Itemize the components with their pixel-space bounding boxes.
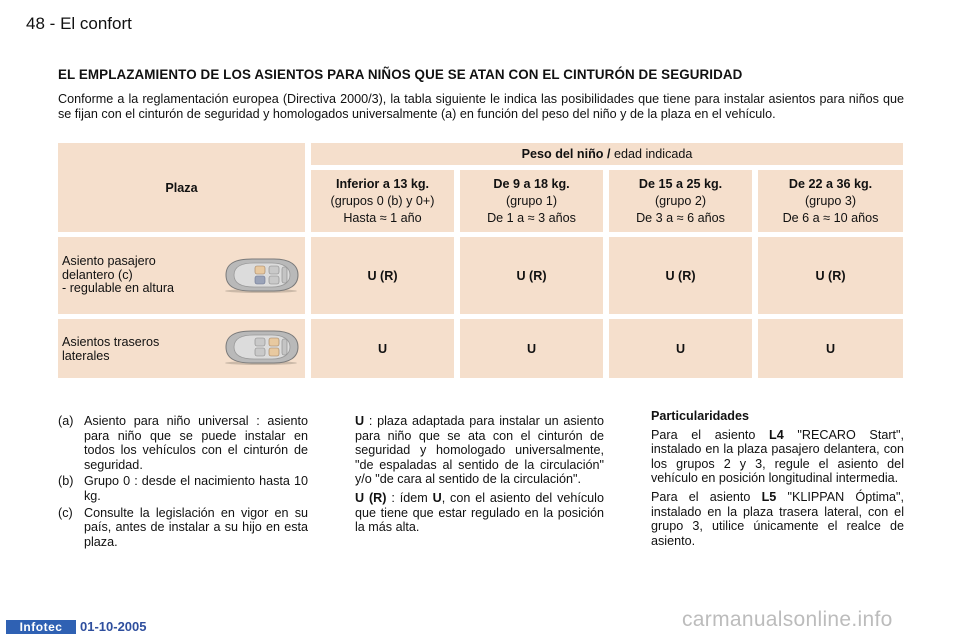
cell-rear-2: U xyxy=(609,319,752,378)
row-label-cell-front xyxy=(58,237,305,314)
footer-date: 01-10-2005 xyxy=(80,619,147,634)
particularidades-p2 xyxy=(651,490,904,548)
column-group: (grupos 0 (b) y 0+) xyxy=(330,193,435,208)
footnote-text: Grupo 0 : desde el nacimiento hasta 10 kg. xyxy=(84,474,308,503)
page-number: 48 xyxy=(26,14,45,33)
column-title: De 22 a 36 kg. xyxy=(788,176,873,191)
column-age: De 6 a ≈ 10 años xyxy=(782,210,879,225)
cell-front-1: U (R) xyxy=(460,237,603,314)
row-label-front xyxy=(62,255,174,296)
footnote-text: Consulte la legislación en vigor en su país, antes de instalar a su hijo en esta plaza. xyxy=(84,505,308,549)
watermark-site: carmanualsonline.info xyxy=(682,608,893,631)
section-title: El confort xyxy=(60,14,132,33)
footnote-key: (c) xyxy=(58,505,73,520)
column-group: (grupo 2) xyxy=(654,193,707,208)
row-label-rear xyxy=(62,336,159,363)
footnote-key: (a) xyxy=(58,414,74,428)
cell-rear-3: U xyxy=(758,319,903,378)
column-age: De 1 a ≈ 3 años xyxy=(487,210,576,225)
legend-key: U xyxy=(355,414,365,428)
column-header-1 xyxy=(460,170,603,232)
cell-front-2: U (R) xyxy=(609,237,752,314)
cell-front-0: U (R) xyxy=(311,237,454,314)
legend-text: , con el asiento del vehículo que tiene que estar regulado en la posición la más alta. xyxy=(355,490,604,535)
weight-header-bold: Peso del niño / xyxy=(521,147,611,161)
legend-u xyxy=(355,414,604,487)
header-separator: - xyxy=(49,14,56,33)
weight-header-normal: edad indicada xyxy=(613,147,693,161)
particularidades xyxy=(651,409,904,548)
p-text: "KLIPPAN Óptima", instalado en la plaza trasera lateral, con el grupo 3, utilice únicamente el realce de asiento. xyxy=(651,489,904,548)
column-age: De 3 a ≈ 6 años xyxy=(636,210,725,225)
legend xyxy=(355,414,604,535)
footnote-a xyxy=(58,414,308,472)
intro-paragraph: Conforme a la reglamentación europea (Directiva 2000/3), la tabla siguiente le indica las posibilidades que tiene para instalar asientos para niños que se fijan con el cinturón de seguridad y homologados universalmente (a) en función del peso del niño y de la plaza en el vehículo. xyxy=(58,92,904,121)
footnote-b xyxy=(58,474,308,503)
footnote-key: (b) xyxy=(58,474,74,489)
legend-text: : plaza adaptada para instalar un asiento para niño que se ata con el cinturón de seguridad y homologado universalmente, "de espaladas al sentido de la circulación" y/o "de cara al sentido de la circulación". xyxy=(355,414,604,487)
column-group: (grupo 3) xyxy=(804,193,857,208)
footnote-text: Asiento para niño universal : asiento para niño que se puede instalar en todos los vehículos con el cinturón de seguridad. xyxy=(84,414,308,472)
legend-key: U xyxy=(432,490,442,505)
row-label-line: delantero (c) xyxy=(62,267,133,282)
footnote-c xyxy=(58,506,308,550)
cell-rear-1: U xyxy=(460,319,603,378)
page-title: EL EMPLAZAMIENTO DE LOS ASIENTOS PARA NIÑOS QUE SE ATAN CON EL CINTURÓN DE SEGURIDAD xyxy=(58,67,743,82)
page-header xyxy=(26,14,132,34)
column-header-3 xyxy=(758,170,903,232)
column-title: De 15 a 25 kg. xyxy=(638,176,723,191)
p-text: "RECARO Start", instalado en la plaza pasajero delantera, con los grupos 2 y 3, regule el asiento del vehículo en posición longitudinal intermedia. xyxy=(651,427,904,486)
footnotes xyxy=(58,414,308,549)
plaza-header: Plaza xyxy=(165,180,198,195)
row-label-cell-rear xyxy=(58,319,305,378)
weight-header-cell xyxy=(311,143,903,165)
particularidades-title: Particularidades xyxy=(651,409,749,423)
p-text: Para el asiento xyxy=(651,427,770,442)
column-title: Inferior a 13 kg. xyxy=(335,176,430,191)
column-title: De 9 a 18 kg. xyxy=(493,176,570,191)
column-header-2 xyxy=(609,170,752,232)
cell-front-3: U (R) xyxy=(758,237,903,314)
p-text: Para el asiento xyxy=(651,489,762,504)
p-key: L5 xyxy=(761,489,777,504)
cell-rear-0: U xyxy=(311,319,454,378)
row-label-line: Asientos traseros xyxy=(62,335,160,349)
column-age: Hasta ≈ 1 año xyxy=(343,210,422,225)
row-label-line: Asiento pasajero xyxy=(62,254,156,268)
particularidades-p1 xyxy=(651,428,904,486)
car-rear-seat-icon xyxy=(222,329,300,365)
plaza-header-cell xyxy=(58,143,305,232)
column-group: (grupo 1) xyxy=(505,193,558,208)
column-header-0 xyxy=(311,170,454,232)
row-label-line: laterales xyxy=(62,348,110,363)
legend-key: U (R) xyxy=(355,490,387,505)
row-label-line: - regulable en altura xyxy=(62,281,175,295)
legend-text: : ídem xyxy=(386,490,433,505)
p-key: L4 xyxy=(769,427,784,442)
infotec-logo: Infotec xyxy=(6,620,76,634)
car-front-seat-icon xyxy=(222,257,300,293)
legend-ur xyxy=(355,491,604,535)
